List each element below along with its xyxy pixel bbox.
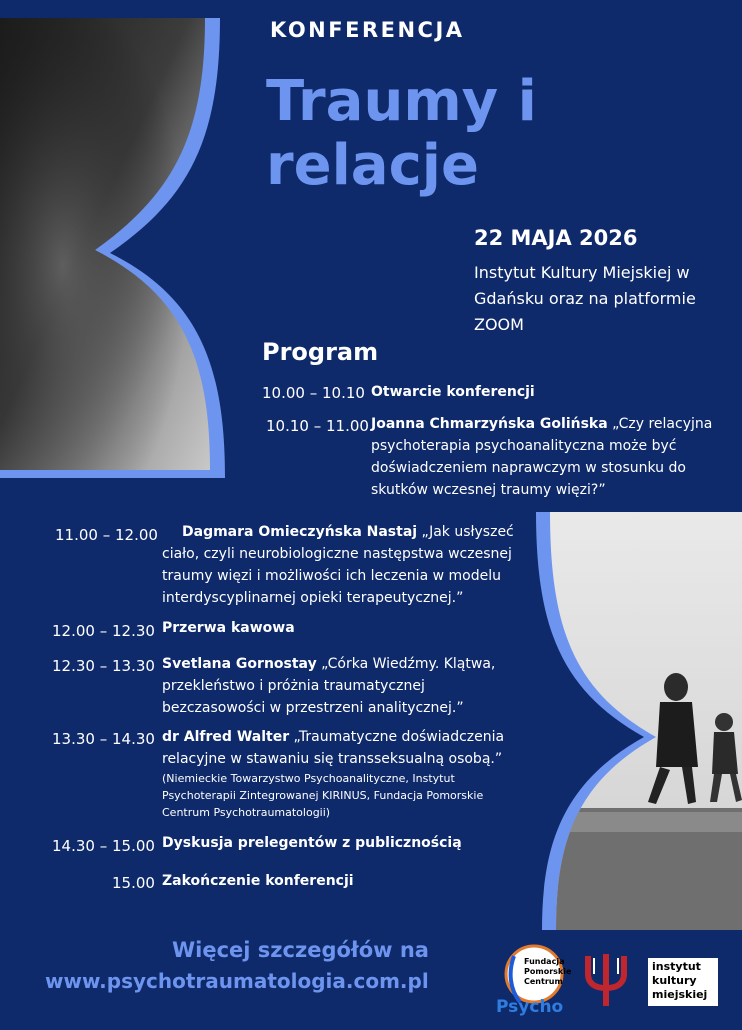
program-time: 14.30 – 15.00	[52, 837, 155, 855]
ikm-logo-line: miejskiej	[652, 988, 708, 1001]
hero-photo-right	[536, 512, 742, 930]
program-speaker: Svetlana Gornostay	[162, 656, 317, 672]
program-item	[162, 726, 522, 770]
program-speaker: Przerwa kawowa	[162, 620, 295, 636]
psi-logo	[584, 950, 628, 1008]
program-heading: Program	[262, 338, 379, 366]
svg-text:Fundacja: Fundacja	[524, 957, 565, 966]
program-item	[162, 653, 522, 719]
event-date: 22 MAJA 2026	[474, 226, 638, 250]
program-speaker: Dagmara Omieczyńska Nastaj	[182, 524, 418, 540]
svg-text:Psycho: Psycho	[496, 997, 564, 1017]
program-time: 10.10 – 11.00	[266, 417, 369, 435]
event-title	[266, 70, 586, 198]
website-link[interactable]: www.psychotraumatologia.com.pl	[45, 969, 429, 993]
program-item	[162, 870, 462, 892]
svg-text:Pomorskie: Pomorskie	[524, 967, 572, 976]
program-speaker: Dyskusja prelegentów z publicznością	[162, 835, 462, 851]
program-item	[371, 413, 739, 501]
program-speaker: dr Alfred Walter	[162, 729, 290, 745]
program-speaker: Zakończenie konferencji	[162, 873, 354, 889]
ikm-logo-line: instytut	[652, 960, 701, 973]
program-time: 10.00 – 10.10	[262, 384, 365, 402]
ikm-logo	[648, 958, 718, 1006]
fundacja-logo	[494, 942, 572, 1017]
ikm-logo-line: kultury	[652, 974, 697, 987]
event-title-line-1: Traumy i	[266, 69, 537, 134]
more-info-label: Więcej szczegółów na	[172, 938, 429, 962]
program-time: 12.30 – 13.30	[52, 657, 155, 675]
svg-text:Centrum: Centrum	[524, 977, 563, 986]
program-time: 12.00 – 12.30	[52, 622, 155, 640]
program-talk-title: „Jak usłyszeć ciało, czyli neurobiologiczne następstwa wczesnej traumy więzi i możliwości ich leczenia w modelu interdyscyplinarnej opieki terapeutycznej.”	[162, 524, 514, 606]
program-time: 13.30 – 14.30	[52, 730, 155, 748]
program-talk-title: „Traumatyczne doświadczenia relacyjne w stawaniu się transseksualną osobą.”	[162, 729, 505, 767]
program-talk-title: „Czy relacyjna psychoterapia psychoanalityczna może być doświadczeniem naprawczym w stosunku do skutków wczesnej traumy więzi?”	[371, 416, 713, 498]
program-item	[162, 832, 532, 854]
program-speaker: Otwarcie konferencji	[371, 384, 535, 400]
speaker-affiliation: (Niemieckie Towarzystwo Psychoanalityczne, Instytut Psychoterapii Zintegrowanej KIRINUS, Fundacja Pomorskie Centrum Psychotraumatologii)	[162, 772, 484, 819]
program-speaker: Joanna Chmarzyńska Golińska	[371, 416, 608, 432]
event-title-line-2: relacje	[266, 133, 479, 198]
program-time: 15.00	[112, 874, 155, 892]
program-time: 11.00 – 12.00	[55, 526, 158, 544]
program-talk-title: „Córka Wiedźmy. Klątwa, przekleństwo i próżnia traumatycznej bezczasowości w przestrzeni analitycznej.”	[162, 656, 496, 716]
program-item	[162, 617, 502, 639]
event-venue: Instytut Kultury Miejskiej w Gdańsku oraz na platformie ZOOM	[474, 263, 696, 334]
program-item	[371, 381, 731, 403]
event-type-label: KONFERENCJA	[270, 18, 465, 42]
program-item	[162, 521, 517, 609]
hero-photo-top	[0, 18, 245, 488]
